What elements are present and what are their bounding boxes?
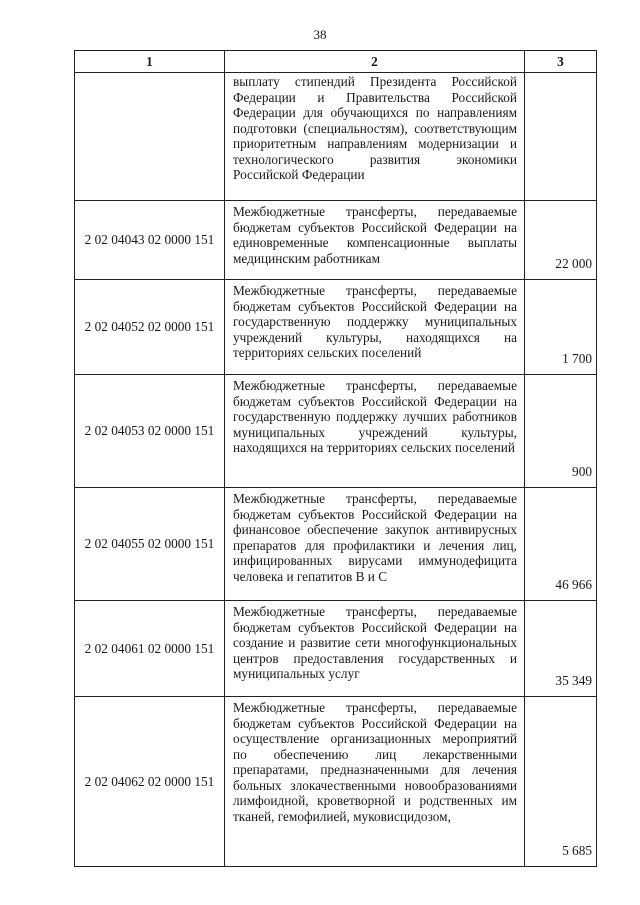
column-header-description: 2 <box>225 51 525 73</box>
budget-code-cell: 2 02 04055 02 0000 151 <box>75 488 225 601</box>
description-cell: Межбюджетные трансферты, передаваемые бюджетам субъектов Российской Федерации на осуществление организационных мероприятий по обеспечению лиц лекарственными препаратами, предназначенными для лечения больных злокачественными новообразованиями лимфоидной, кроветворной и родственных им тканей, гемофилией, муковисцидозом, <box>225 697 525 867</box>
budget-code-cell <box>75 73 225 201</box>
amount-cell: 46 966 <box>525 488 597 601</box>
budget-table <box>74 50 597 867</box>
amount-cell: 35 349 <box>525 601 597 697</box>
budget-code-cell: 2 02 04053 02 0000 151 <box>75 375 225 488</box>
table-row <box>75 73 597 201</box>
amount-cell: 900 <box>525 375 597 488</box>
amount-cell: 22 000 <box>525 201 597 280</box>
table-row <box>75 280 597 375</box>
column-header-amount: 3 <box>525 51 597 73</box>
amount-cell <box>525 73 597 201</box>
column-header-code: 1 <box>75 51 225 73</box>
table-row <box>75 601 597 697</box>
description-cell: Межбюджетные трансферты, передаваемые бюджетам субъектов Российской Федерации на создание и развитие сети многофункциональных центров предоставления государственных и муниципальных услуг <box>225 601 525 697</box>
table-row <box>75 488 597 601</box>
description-cell: выплату стипендий Президента Российской Федерации и Правительства Российской Федерации для обучающихся по направлениям подготовки (специальностям), соответствующим приоритетным направлениям модернизации и технологического развития экономики Российской Федерации <box>225 73 525 201</box>
table-row <box>75 201 597 280</box>
amount-cell: 1 700 <box>525 280 597 375</box>
table-row <box>75 375 597 488</box>
budget-code-cell: 2 02 04043 02 0000 151 <box>75 201 225 280</box>
budget-code-cell: 2 02 04052 02 0000 151 <box>75 280 225 375</box>
description-cell: Межбюджетные трансферты, передаваемые бюджетам субъектов Российской Федерации на государственную поддержку муниципальных учреждений культуры, находящихся на территориях сельских поселений <box>225 280 525 375</box>
header-row <box>75 51 597 73</box>
budget-code-cell: 2 02 04061 02 0000 151 <box>75 601 225 697</box>
budget-code-cell: 2 02 04062 02 0000 151 <box>75 697 225 867</box>
amount-cell: 5 685 <box>525 697 597 867</box>
description-cell: Межбюджетные трансферты, передаваемые бюджетам субъектов Российской Федерации на единовременные компенсационные выплаты медицинским работникам <box>225 201 525 280</box>
description-cell: Межбюджетные трансферты, передаваемые бюджетам субъектов Российской Федерации на финансовое обеспечение закупок антивирусных препаратов для профилактики и лечения лиц, инфицированных вирусами иммунодефицита человека и гепатитов В и С <box>225 488 525 601</box>
table-row <box>75 697 597 867</box>
page-number: 38 <box>313 27 327 42</box>
description-cell: Межбюджетные трансферты, передаваемые бюджетам субъектов Российской Федерации на государственную поддержку лучших работников муниципальных учреждений культуры, находящихся на территориях сельских поселений <box>225 375 525 488</box>
